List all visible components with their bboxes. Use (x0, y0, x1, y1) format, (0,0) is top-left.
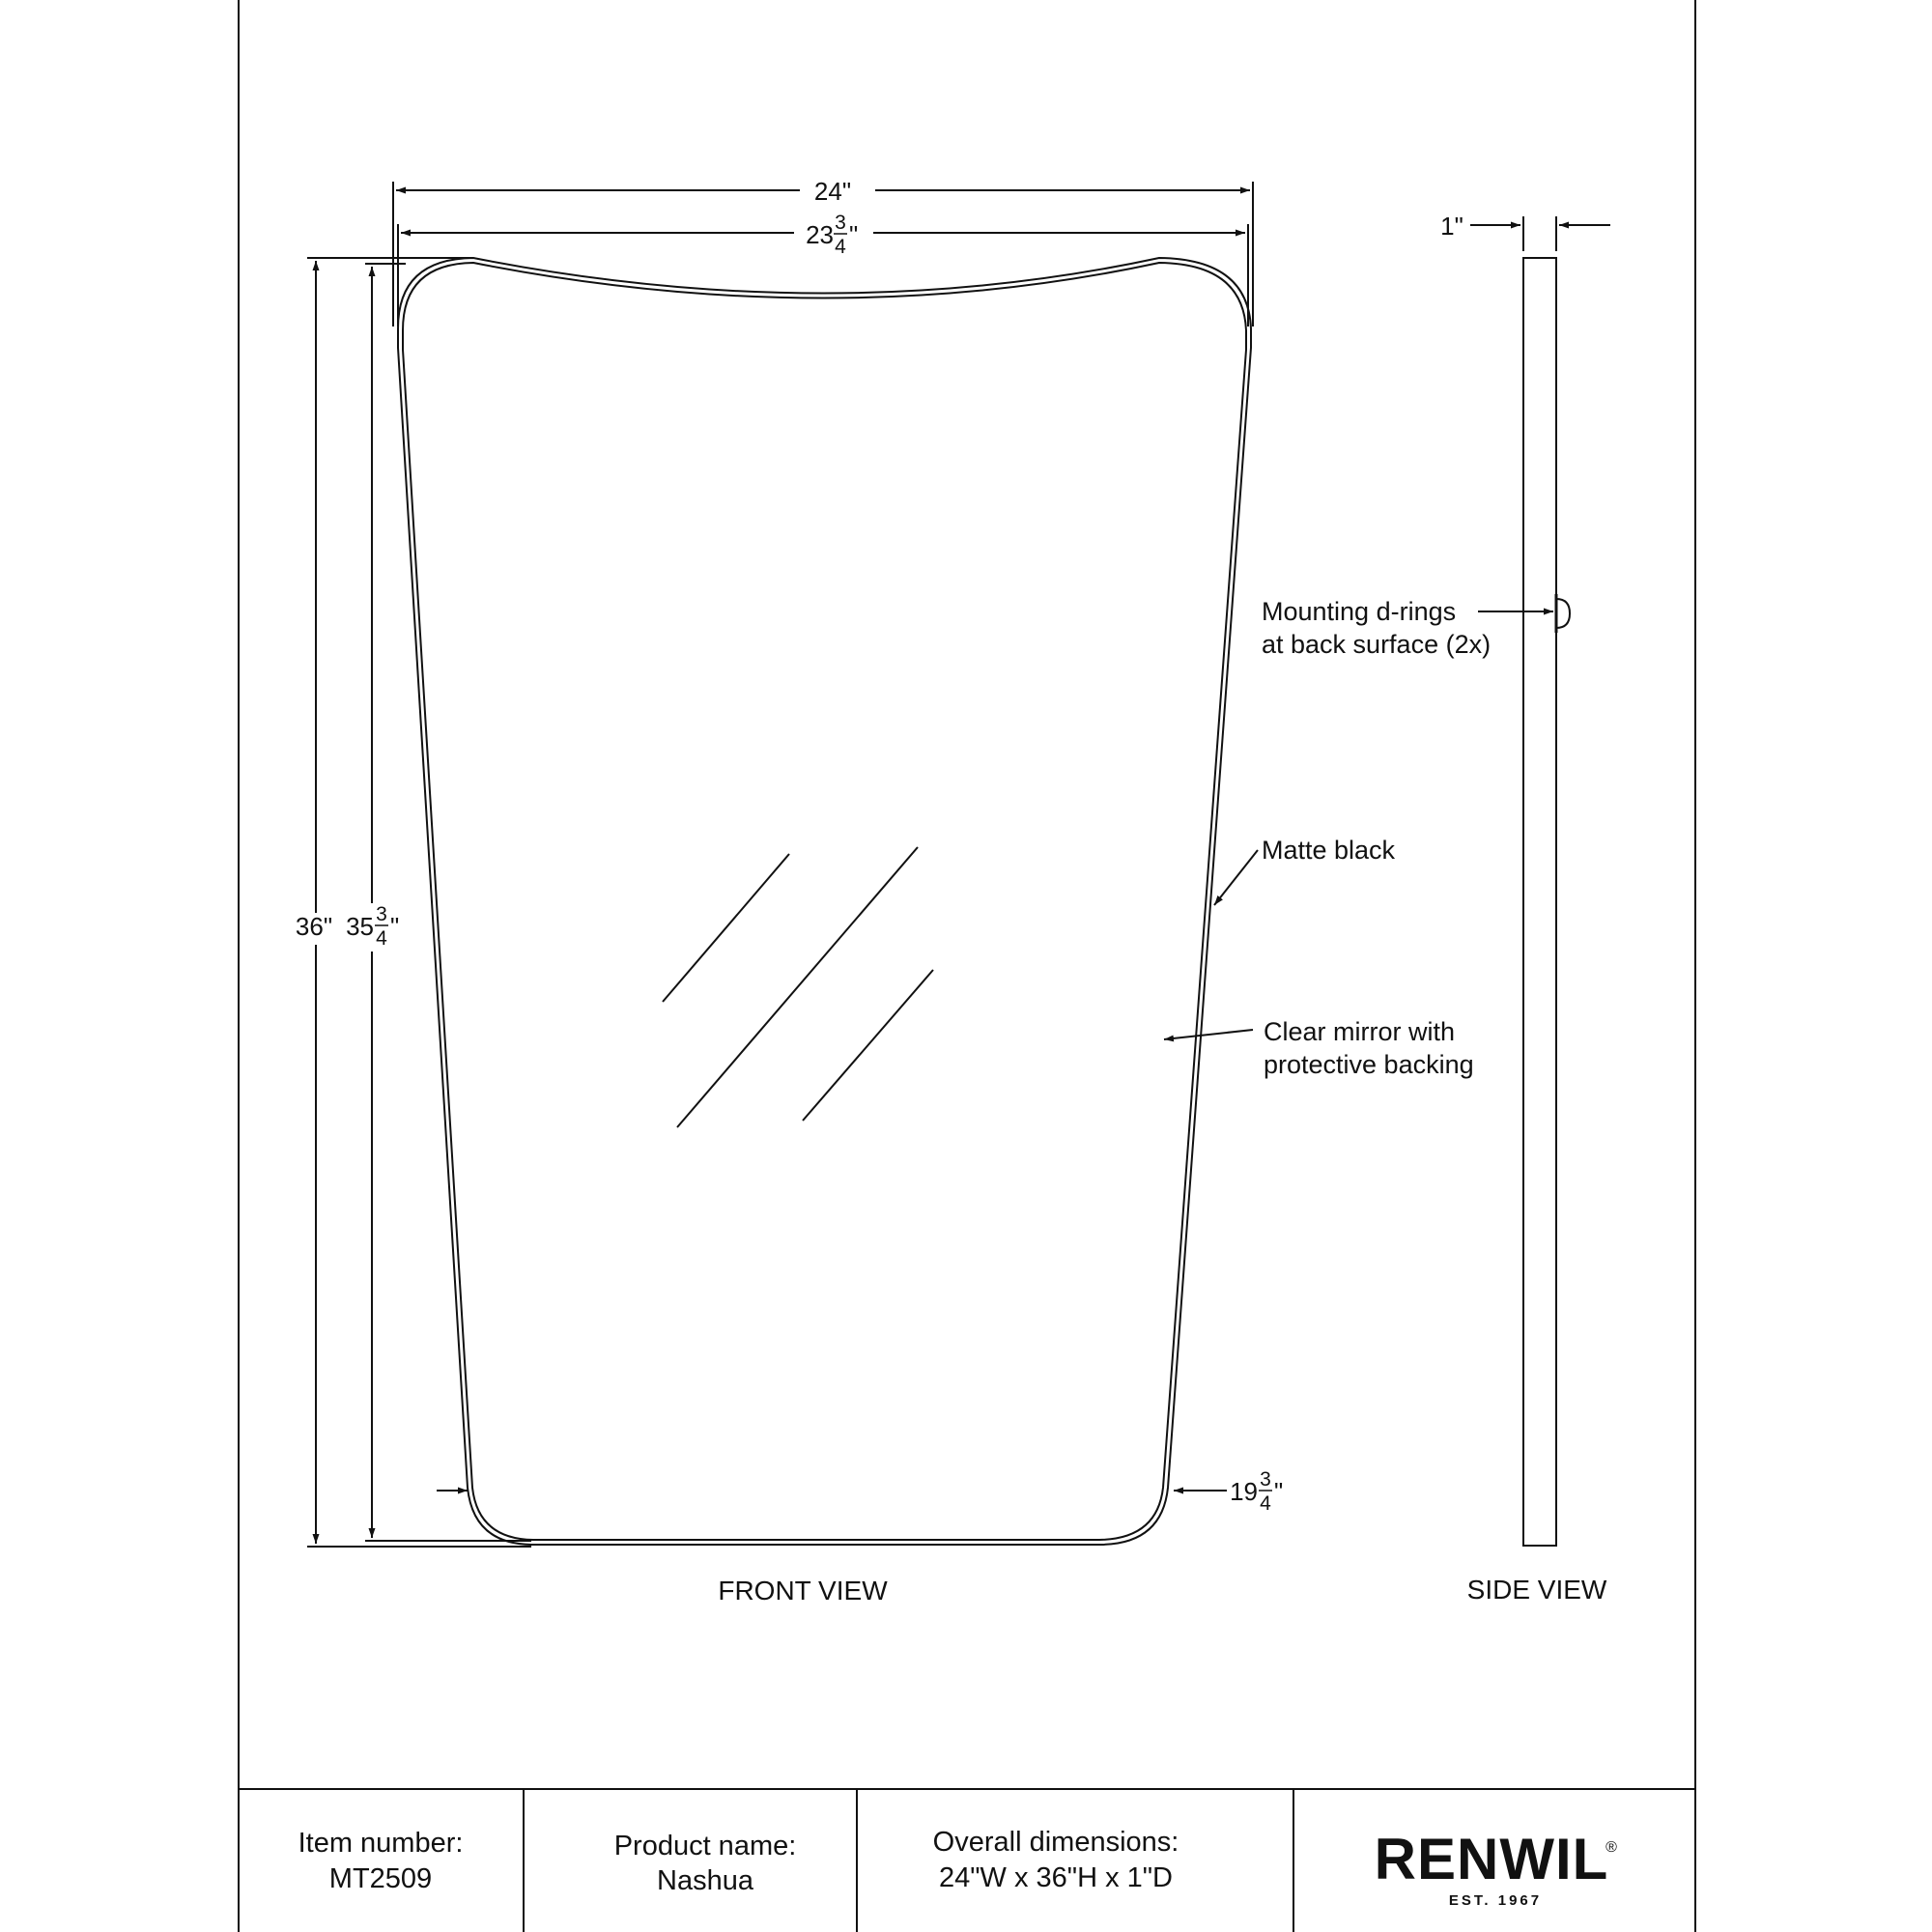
inner-height-label (346, 903, 399, 950)
overall-dimensions-label: Overall dimensions: (932, 1827, 1179, 1858)
svg-text:19: 19 (1230, 1477, 1258, 1506)
svg-text:": " (1274, 1477, 1284, 1506)
item-number-value: MT2509 (328, 1863, 433, 1894)
dimension-inner-height (365, 264, 531, 1541)
product-name-label: Product name: (613, 1831, 797, 1861)
dimension-overall-height (307, 258, 531, 1547)
callout-mounting-line2: at back surface (2x) (1262, 630, 1492, 659)
svg-text:35: 35 (346, 912, 374, 941)
bottom-width-label (1230, 1468, 1283, 1515)
side-view-profile (1523, 258, 1556, 1546)
page-border (239, 0, 1695, 1932)
callout-mirror-line2: protective backing (1264, 1050, 1474, 1079)
overall-dimensions-value: 24"W x 36"H x 1"D (938, 1862, 1174, 1893)
front-view-label: FRONT VIEW (718, 1576, 888, 1605)
registered-mark: ® (1605, 1839, 1617, 1856)
brand-logo (1375, 1827, 1617, 1909)
callout-mirror-line1: Clear mirror with (1264, 1017, 1456, 1046)
reflection-lines (663, 847, 933, 1127)
dimension-depth (1470, 216, 1610, 251)
item-number-label: Item number: (298, 1828, 464, 1859)
product-name-value: Nashua (657, 1865, 753, 1896)
svg-text:23: 23 (806, 220, 834, 249)
side-view-label: SIDE VIEW (1466, 1575, 1607, 1605)
svg-text:4: 4 (835, 236, 846, 258)
svg-text:": " (849, 220, 859, 249)
callout-mounting-line1: Mounting d-rings (1262, 597, 1457, 626)
brand-name: RENWIL (1374, 1827, 1609, 1891)
overall-height-label: 36" (295, 912, 333, 941)
svg-text:4: 4 (1260, 1492, 1271, 1515)
svg-text:3: 3 (835, 212, 846, 234)
d-ring-icon (1556, 594, 1570, 633)
inner-width-label (806, 212, 858, 258)
depth-label: 1" (1440, 212, 1463, 241)
overall-width-label: 24" (813, 177, 852, 206)
callout-finish: Matte black (1262, 836, 1396, 865)
svg-text:3: 3 (1260, 1468, 1271, 1491)
svg-text:": " (390, 912, 400, 941)
svg-text:3: 3 (376, 903, 387, 925)
established-year: EST. 1967 (1448, 1892, 1543, 1909)
svg-text:4: 4 (376, 927, 387, 950)
mirror-outline (398, 258, 1251, 1545)
